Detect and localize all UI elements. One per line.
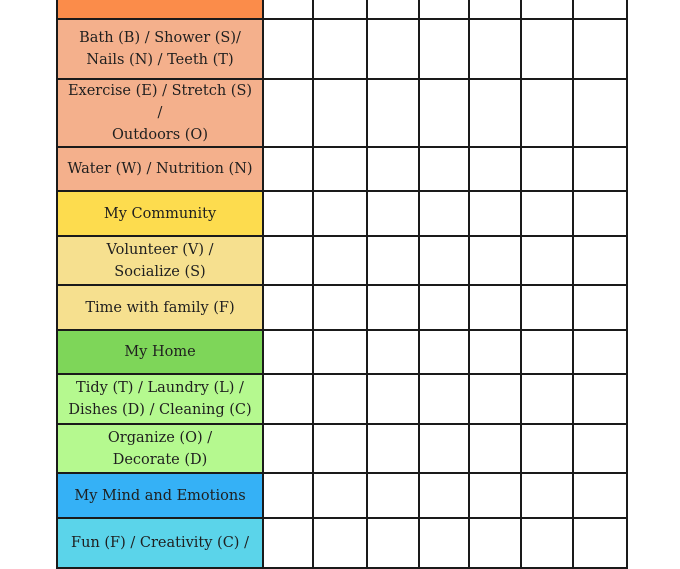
habit-row — [57, 424, 627, 473]
check-cell[interactable] — [469, 191, 521, 236]
check-cell[interactable] — [573, 424, 627, 473]
check-cell[interactable] — [469, 79, 521, 147]
check-cell[interactable] — [573, 19, 627, 79]
row-label-text: Time with family (F) — [85, 299, 235, 316]
check-cell[interactable] — [469, 518, 521, 568]
check-cell[interactable] — [573, 191, 627, 236]
check-cell[interactable] — [469, 424, 521, 473]
row-label-text: My Home — [124, 344, 196, 360]
check-cell[interactable] — [419, 236, 469, 285]
category-row — [57, 473, 627, 518]
check-cell[interactable] — [313, 19, 367, 79]
habit-label — [57, 424, 263, 473]
check-cell[interactable] — [419, 19, 469, 79]
check-cell[interactable] — [367, 236, 419, 285]
check-cell[interactable] — [419, 518, 469, 568]
check-cell[interactable] — [263, 0, 313, 19]
check-cell[interactable] — [367, 330, 419, 374]
check-cell[interactable] — [573, 79, 627, 147]
habit-label — [57, 374, 263, 424]
check-cell[interactable] — [367, 79, 419, 147]
check-cell[interactable] — [313, 473, 367, 518]
habit-label — [57, 19, 263, 79]
check-cell[interactable] — [367, 424, 419, 473]
check-cell[interactable] — [521, 236, 573, 285]
check-cell[interactable] — [263, 518, 313, 568]
check-cell[interactable] — [573, 473, 627, 518]
check-cell[interactable] — [573, 285, 627, 330]
check-cell[interactable] — [367, 473, 419, 518]
habit-row — [57, 19, 627, 79]
row-label-text: Water (W) / Nutrition (N) — [67, 161, 253, 177]
habit-label — [57, 79, 263, 147]
category-label — [57, 191, 263, 236]
check-cell[interactable] — [313, 236, 367, 285]
check-cell[interactable] — [313, 518, 367, 568]
check-cell[interactable] — [367, 147, 419, 191]
check-cell[interactable] — [521, 518, 573, 568]
check-cell[interactable] — [521, 424, 573, 473]
check-cell[interactable] — [573, 330, 627, 374]
check-cell[interactable] — [263, 19, 313, 79]
check-cell[interactable] — [419, 79, 469, 147]
habit-label — [57, 518, 263, 568]
check-cell[interactable] — [521, 79, 573, 147]
check-cell[interactable] — [263, 285, 313, 330]
habit-row — [57, 79, 627, 147]
row-label-text: Tidy (T) / Laundry (L) / Dishes (D) / Cleaning (C) — [68, 380, 252, 418]
check-cell[interactable] — [419, 285, 469, 330]
check-cell[interactable] — [419, 191, 469, 236]
check-cell[interactable] — [313, 147, 367, 191]
check-cell[interactable] — [313, 191, 367, 236]
check-cell[interactable] — [573, 518, 627, 568]
check-cell[interactable] — [521, 191, 573, 236]
check-cell[interactable] — [469, 374, 521, 424]
row-label-text — [122, 0, 199, 3]
check-cell[interactable] — [313, 79, 367, 147]
row-label-text: My Mind and Emotions — [74, 487, 246, 504]
habit-row — [57, 518, 627, 568]
check-cell[interactable] — [419, 330, 469, 374]
check-cell[interactable] — [469, 285, 521, 330]
check-cell[interactable] — [469, 330, 521, 374]
check-cell[interactable] — [263, 191, 313, 236]
check-cell[interactable] — [469, 147, 521, 191]
habit-label — [57, 147, 263, 191]
row-label-text: Organize (O) / Decorate (D) — [107, 429, 213, 468]
check-cell[interactable] — [521, 147, 573, 191]
category-label — [57, 0, 263, 19]
habit-row — [57, 374, 627, 424]
check-cell[interactable] — [263, 424, 313, 473]
check-cell[interactable] — [367, 0, 419, 19]
check-cell[interactable] — [419, 473, 469, 518]
habit-label — [57, 285, 263, 330]
check-cell[interactable] — [367, 374, 419, 424]
habit-row — [57, 236, 627, 285]
row-label-text: My Community — [103, 205, 217, 222]
category-row — [57, 0, 627, 19]
category-row — [57, 191, 627, 236]
category-label — [57, 473, 263, 518]
check-cell[interactable] — [263, 473, 313, 518]
row-label-text: Exercise (E) / Stretch (S) / Outdoors (O) — [67, 83, 253, 143]
row-label-text: Fun (F) / Creativity (C) / — [71, 535, 249, 551]
check-cell[interactable] — [469, 473, 521, 518]
check-cell[interactable] — [313, 374, 367, 424]
tracker-body — [57, 0, 627, 568]
check-cell[interactable] — [313, 285, 367, 330]
category-row — [57, 330, 627, 374]
check-cell[interactable] — [263, 147, 313, 191]
check-cell[interactable] — [469, 0, 521, 19]
check-cell[interactable] — [521, 285, 573, 330]
category-label — [57, 330, 263, 374]
check-cell[interactable] — [521, 374, 573, 424]
check-cell[interactable] — [419, 147, 469, 191]
habit-tracker-table — [56, 0, 628, 569]
check-cell[interactable] — [419, 0, 469, 19]
check-cell[interactable] — [263, 79, 313, 147]
check-cell[interactable] — [313, 0, 367, 19]
check-cell[interactable] — [367, 19, 419, 79]
check-cell[interactable] — [419, 374, 469, 424]
check-cell[interactable] — [573, 374, 627, 424]
habit-label — [57, 236, 263, 285]
check-cell[interactable] — [419, 424, 469, 473]
check-cell[interactable] — [573, 0, 627, 19]
check-cell[interactable] — [521, 473, 573, 518]
check-cell[interactable] — [263, 236, 313, 285]
check-cell[interactable] — [367, 191, 419, 236]
habit-row — [57, 285, 627, 330]
check-cell[interactable] — [469, 236, 521, 285]
check-cell[interactable] — [521, 19, 573, 79]
check-cell[interactable] — [521, 0, 573, 19]
row-label-text: Volunteer (V) / Socialize (S) — [106, 241, 214, 280]
check-cell[interactable] — [367, 285, 419, 330]
check-cell[interactable] — [573, 147, 627, 191]
check-cell[interactable] — [367, 518, 419, 568]
check-cell[interactable] — [313, 330, 367, 374]
check-cell[interactable] — [263, 374, 313, 424]
habit-row — [57, 147, 627, 191]
check-cell[interactable] — [521, 330, 573, 374]
check-cell[interactable] — [573, 236, 627, 285]
check-cell[interactable] — [313, 424, 367, 473]
check-cell[interactable] — [263, 330, 313, 374]
check-cell[interactable] — [469, 19, 521, 79]
row-label-text: Bath (B) / Shower (S)/ Nails (N) / Teeth (T) — [79, 30, 241, 68]
